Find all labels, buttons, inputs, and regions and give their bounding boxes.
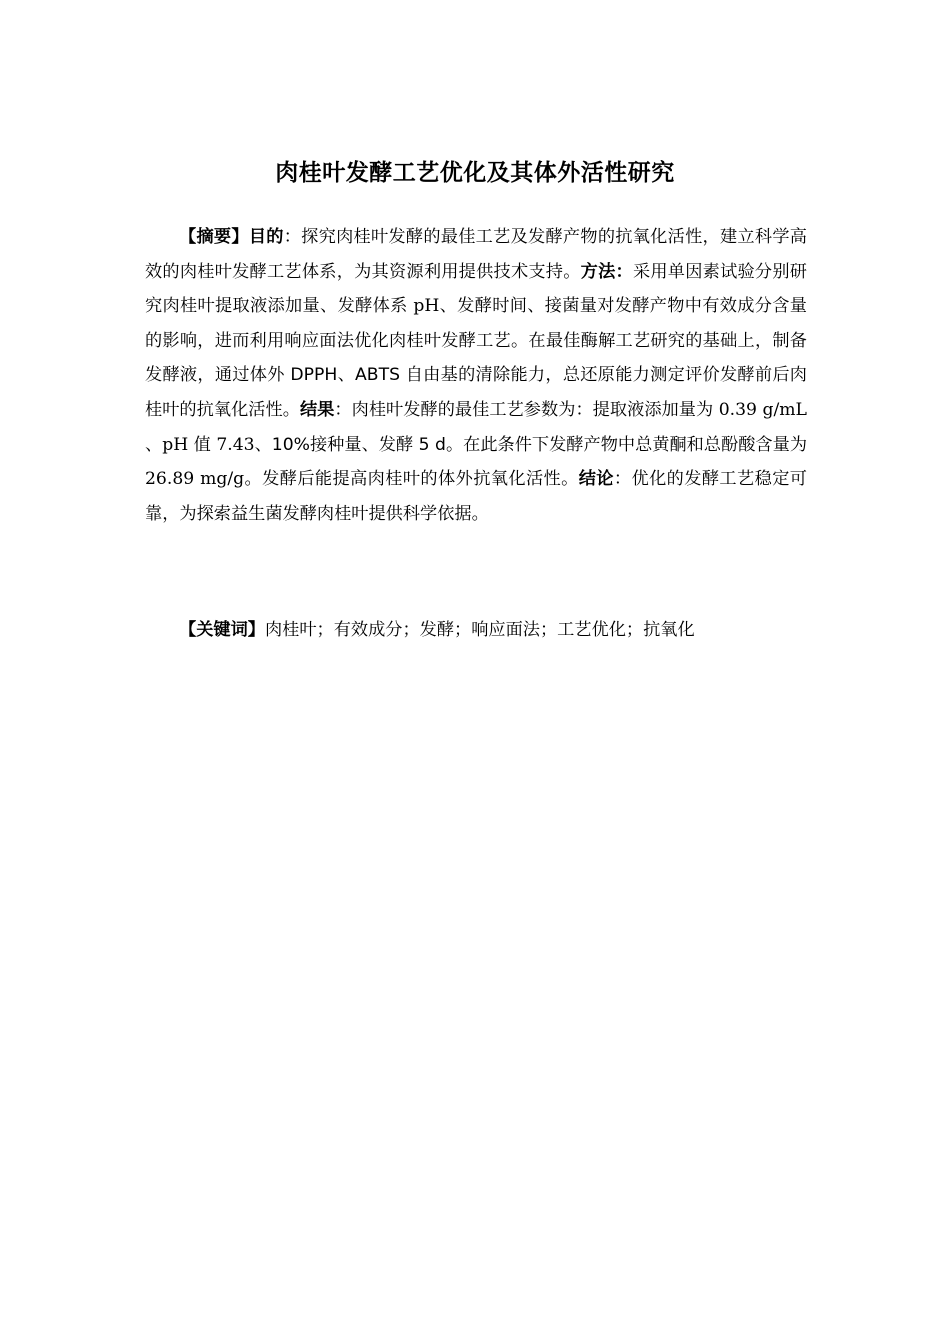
keywords-line bbox=[179, 614, 809, 646]
results-text-end: 。在此条件下发酵产物中总黄酮和总酚酸含量为 26.89 mg/g。发酵后能提高肉桂叶的体外抗氧化活性。 bbox=[145, 434, 808, 490]
keywords-text: 肉桂叶；有效成分；发酵；响应面法；工艺优化；抗氧化 bbox=[264, 620, 695, 640]
results-colon: ： bbox=[334, 399, 352, 420]
objective-text: 探究肉桂叶发酵的最佳工艺及发酵产物的抗氧化活性，建立科学高效的肉桂叶发酵工艺体系，为其资源利用提供技术支持。 bbox=[145, 227, 807, 282]
results-text: 肉桂叶发酵的最佳工艺参数为：提取液添加量为 0.39 g/mL 、pH 值 7.43、 bbox=[145, 399, 807, 455]
conclusion-label: 结论 bbox=[578, 469, 614, 490]
abstract-paragraph bbox=[145, 220, 807, 531]
results-label: 结果 bbox=[299, 399, 335, 420]
methods-assay-names: DPPH、ABTS bbox=[290, 365, 400, 386]
methods-text-continued: 自由基的清除能力，总还原能力测定评价发酵前后肉桂叶的抗氧化活性。 bbox=[145, 365, 807, 420]
conclusion-text: 优化的发酵工艺稳定可靠，为探索益生菌发酵肉桂叶提供科学依据。 bbox=[145, 469, 807, 524]
abstract-label: 【摘要】 bbox=[179, 227, 249, 247]
document-title: 肉桂叶发酵工艺优化及其体外活性研究 bbox=[275, 160, 675, 186]
results-text-continued: 接种量、发酵 bbox=[309, 434, 419, 455]
methods-label: 方法： bbox=[580, 261, 633, 282]
methods-text: 采用单因素试验分别研究肉桂叶提取液添加量、发酵体系 pH、发酵时间、接菌量对发酵产物中有效成分含量的影响，进而利用响应面法优化肉桂叶发酵工艺。在最佳酶解工艺研究的基础上，制备发酵液，通过体外 bbox=[145, 261, 807, 386]
conclusion-colon: ： bbox=[613, 469, 632, 490]
keywords-label: 【关键词】 bbox=[179, 620, 265, 640]
results-time-value: 5 d bbox=[418, 434, 446, 455]
results-inoculum-value: 10% bbox=[271, 434, 310, 455]
objective-colon: ： bbox=[283, 227, 302, 247]
objective-label: 目的 bbox=[248, 227, 284, 247]
